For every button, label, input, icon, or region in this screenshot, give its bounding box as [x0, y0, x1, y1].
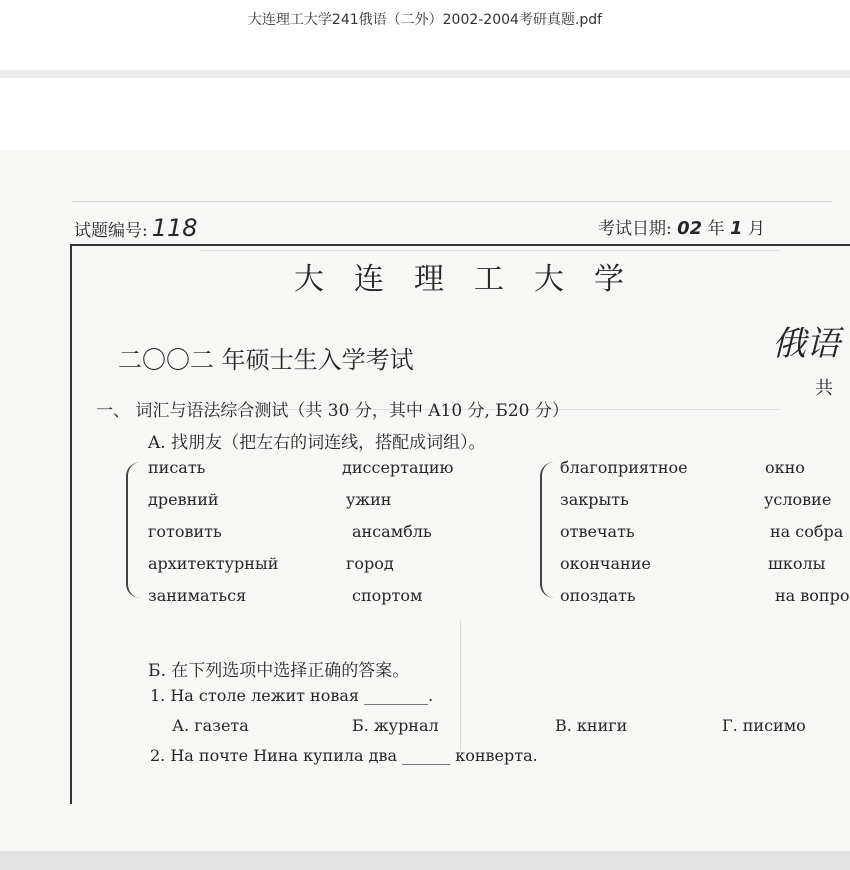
section-1-heading: 一、 词汇与语法综合测试（共 30 分，其中 A10 分, Б20 分） — [96, 401, 569, 421]
match-word: архитектурный — [148, 554, 279, 573]
exam-date — [598, 214, 765, 239]
match-word: спортом — [352, 586, 423, 605]
date-month-unit: 月 — [747, 219, 765, 239]
subject-handwritten: 俄语 — [772, 324, 840, 364]
match-word: на вопро — [775, 586, 850, 605]
right-brace — [540, 462, 558, 598]
university-name: 大连理工大学 — [294, 262, 654, 297]
match-word: условие — [764, 490, 832, 509]
q1-option-d: Г. писимо — [722, 716, 806, 735]
left-brace — [126, 462, 144, 598]
date-label: 考试日期: — [598, 219, 672, 239]
viewer-footer — [0, 851, 850, 870]
q1-option-a: А. газета — [172, 716, 249, 735]
date-year-unit: 年 — [707, 219, 725, 239]
match-word: ансамбль — [352, 522, 432, 541]
date-year: 02 — [677, 218, 703, 239]
section-b-heading: Б. 在下列选项中选择正确的答案。 — [148, 661, 410, 681]
match-word: готовить — [148, 522, 222, 541]
match-word: окончание — [560, 554, 651, 573]
match-word: закрыть — [560, 490, 629, 509]
match-word: благоприятное — [560, 458, 688, 477]
match-word: ужин — [346, 490, 392, 509]
match-word: город — [346, 554, 394, 573]
total-label: 共 — [815, 378, 833, 399]
exam-title: 二〇〇二 年硕士生入学考试 — [118, 346, 414, 374]
match-word: на собра — [770, 522, 844, 541]
q1-option-c: В. книги — [555, 716, 628, 735]
match-word: окно — [765, 458, 805, 477]
document-viewer[interactable] — [0, 78, 850, 851]
date-month: 1 — [730, 218, 743, 239]
bleed-through-line — [72, 162, 832, 202]
document-title: 大连理工大学241俄语（二外）2002-2004考研真题.pdf — [247, 12, 603, 28]
header-divider — [0, 70, 850, 78]
match-word: школы — [768, 554, 826, 573]
viewer-header — [0, 0, 850, 70]
match-word: заниматься — [148, 586, 247, 605]
match-word: писать — [148, 458, 206, 477]
match-word: диссертацию — [342, 458, 454, 477]
match-word: отвечать — [560, 522, 635, 541]
question-2: 2. На почте Нина купила два ______ конверта. — [150, 746, 538, 765]
question-code — [74, 214, 198, 242]
match-word: древний — [148, 490, 219, 509]
q1-option-b: Б. журнал — [352, 716, 439, 735]
code-label: 试题编号: — [74, 221, 148, 241]
section-a-heading: A. 找朋友（把左右的词连线，搭配成词组）。 — [148, 433, 486, 453]
question-1: 1. На столе лежит новая ________. — [150, 686, 434, 705]
match-word: опоздать — [560, 586, 636, 605]
code-value: 118 — [151, 214, 198, 242]
